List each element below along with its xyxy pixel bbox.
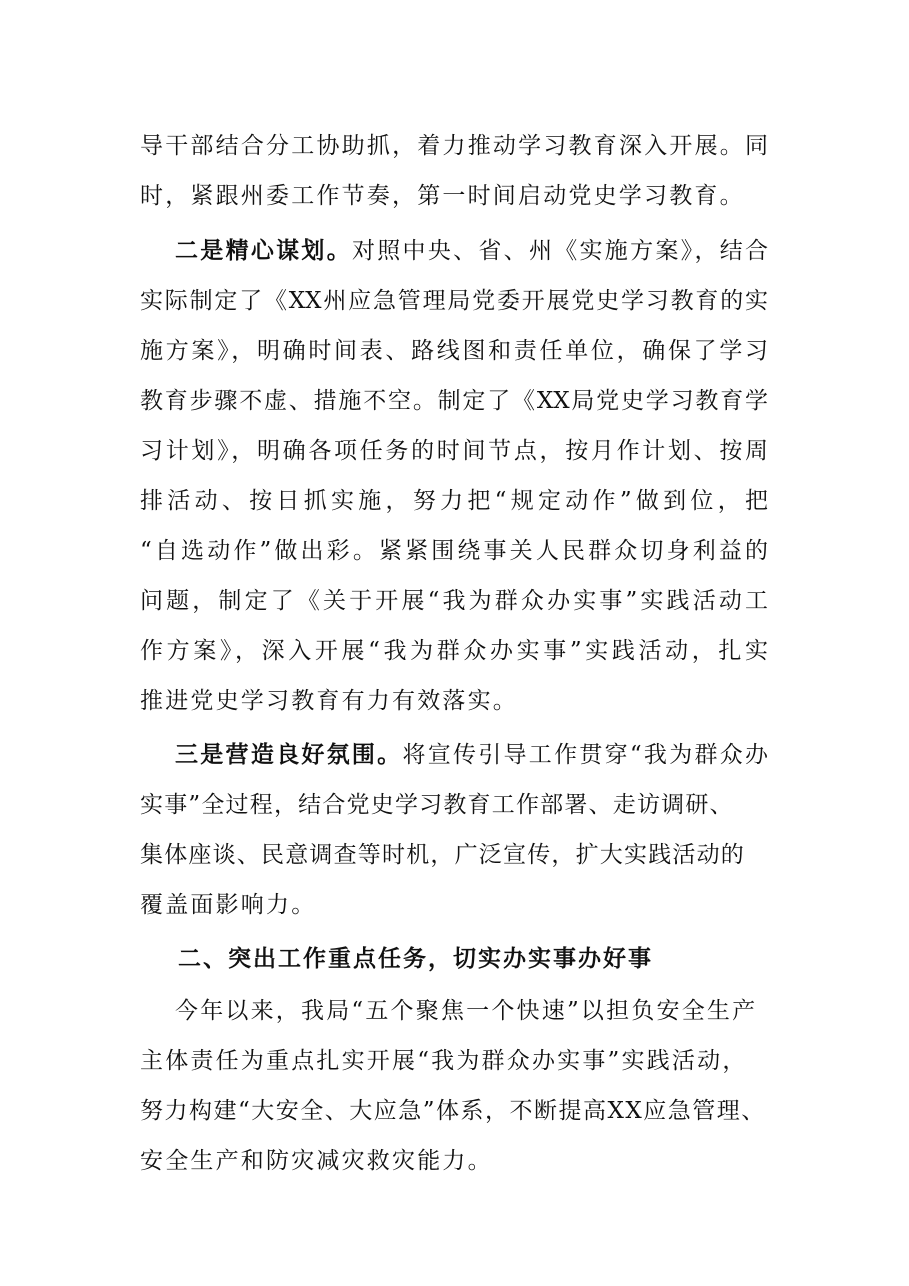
paragraph-line: 作方案》，深入开展“我为群众办实事”实践活动，扎实	[140, 638, 768, 664]
paragraph-line: 时，紧跟州委工作节奏，第一时间启动党史学习教育。	[140, 183, 745, 209]
paragraph-line: 施方案》，明确时间表、路线图和责任单位，确保了学习	[140, 338, 768, 364]
section-heading: 二、突出工作重点任务，切实办实事办好事	[178, 945, 653, 972]
paragraph-line: 集体座谈、民意调查等时机，广泛宣传，扩大实践活动的	[140, 842, 745, 868]
paragraph-line: “自选动作”做出彩。紧紧围绕事关人民群众切身利益的	[140, 538, 768, 564]
paragraph-lead: 二是精心谋划。	[175, 237, 352, 264]
paragraph-text: 将宣传引导工作贯穿“我为群众办	[402, 742, 769, 768]
paragraph-line: 实事”全过程，结合党史学习教育工作部署、走访调研、	[140, 792, 734, 818]
paragraph-line: 教育步骤不虚、措施不空。制定了《XX局党史学习教育学	[140, 388, 768, 414]
paragraph-text: 对照中央、省、州《实施方案》，结合	[351, 238, 769, 264]
paragraph-line: 习计划》，明确各项任务的时间节点，按月作计划、按周	[140, 438, 768, 464]
paragraph-lead: 三是营造良好氛围。	[175, 741, 403, 768]
paragraph-first-line	[175, 740, 768, 770]
paragraph-line: 推进党史学习教育有力有效落实。	[140, 688, 518, 714]
paragraph-line: 主体责任为重点扎实开展“我为群众办实事”实践活动，	[140, 1048, 748, 1074]
paragraph-line: 导干部结合分工协助抓，着力推动学习教育深入开展。同	[140, 133, 768, 159]
paragraph-line: 排活动、按日抓实施，努力把“规定动作”做到位，把	[140, 488, 768, 514]
paragraph-first-line	[175, 236, 768, 266]
paragraph-line: 实际制定了《XX州应急管理局党委开展党史学习教育的实	[140, 288, 768, 314]
paragraph-line: 覆盖面影响力。	[140, 892, 317, 918]
paragraph-line: 安全生产和防灾减灾救灾能力。	[140, 1148, 493, 1174]
paragraph-line: 努力构建“大安全、大应急”体系，不断提高XX应急管理、	[140, 1098, 766, 1124]
paragraph-line: 今年以来，我局“五个聚焦一个快速”以担负安全生产	[175, 998, 758, 1024]
paragraph-line: 问题，制定了《关于开展“我为群众办实事”实践活动工	[140, 588, 768, 614]
